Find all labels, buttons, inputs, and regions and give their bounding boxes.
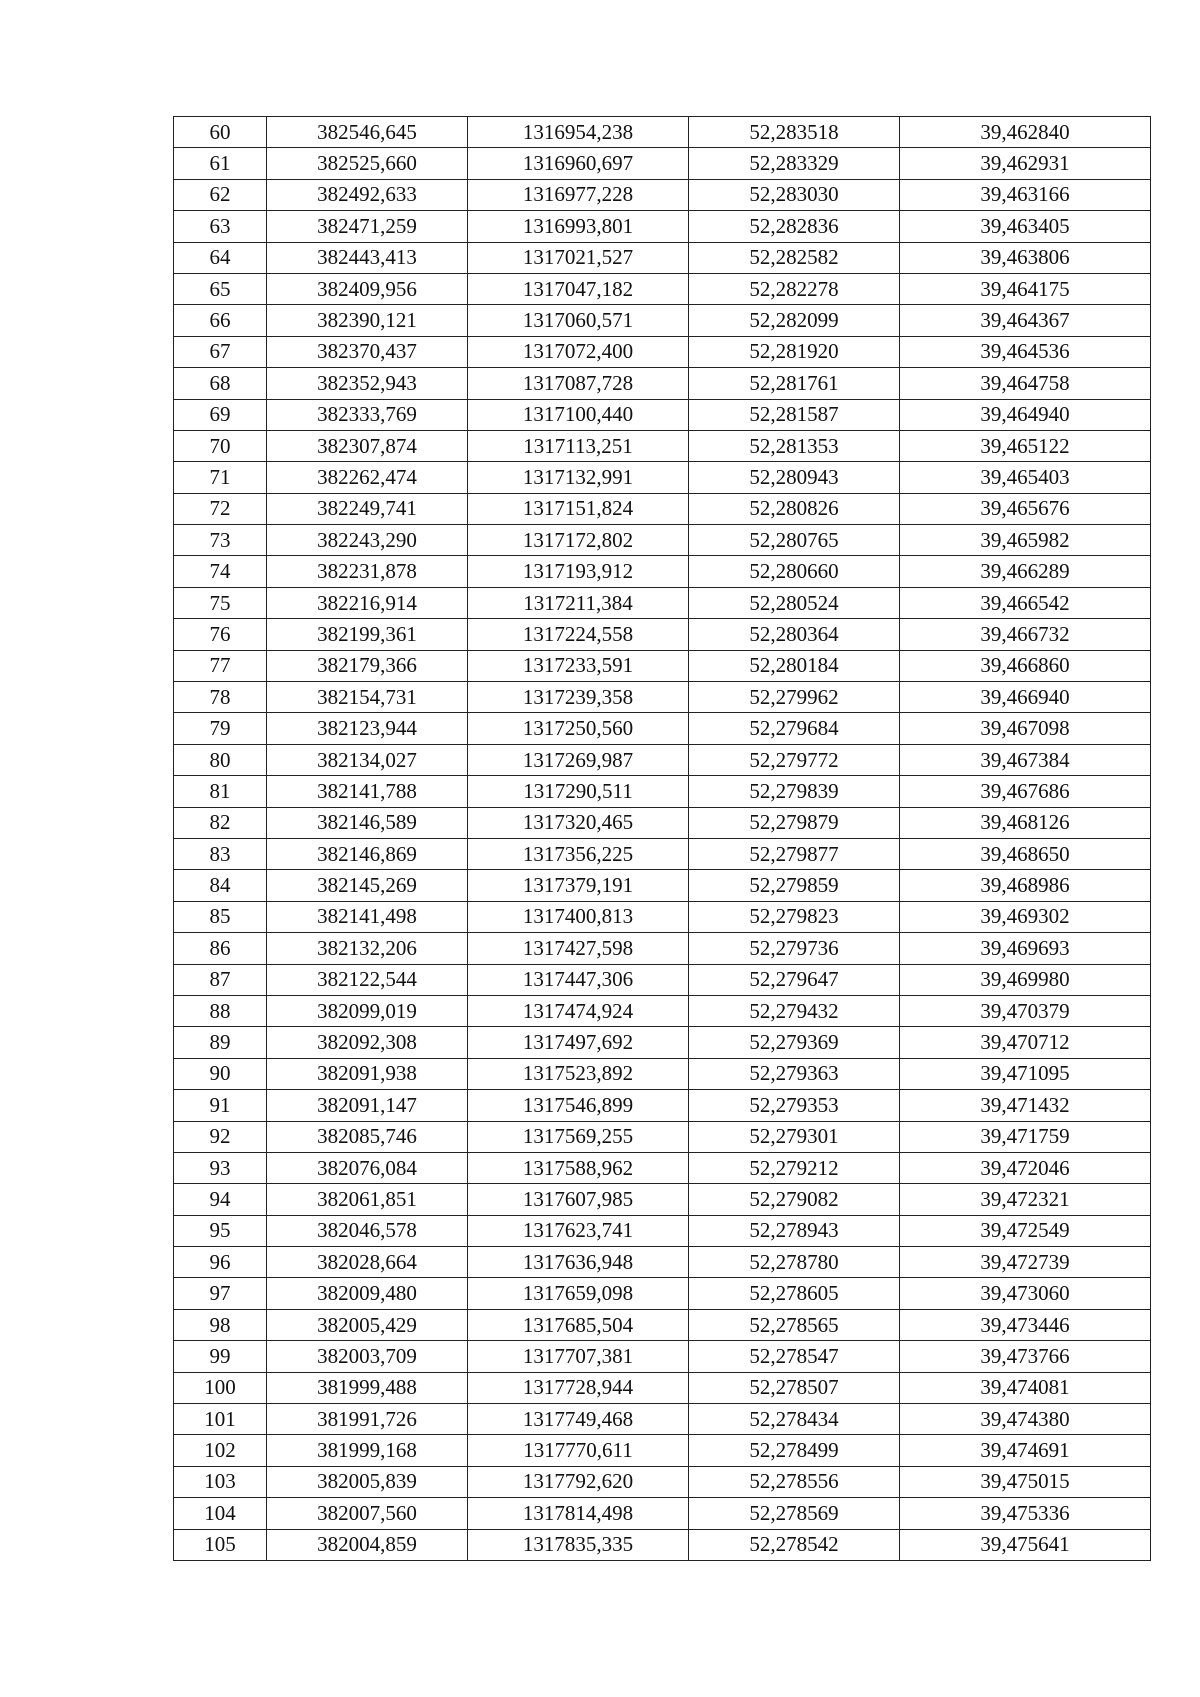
x-coordinate-cell: 382231,878 bbox=[267, 556, 468, 587]
latitude-cell: 52,282099 bbox=[689, 305, 900, 336]
y-coordinate-cell: 1317497,692 bbox=[468, 1027, 689, 1058]
point-number-cell: 84 bbox=[174, 870, 267, 901]
longitude-cell: 39,466860 bbox=[900, 650, 1151, 681]
y-coordinate-cell: 1317087,728 bbox=[468, 368, 689, 399]
x-coordinate-cell: 382262,474 bbox=[267, 462, 468, 493]
point-number-cell: 101 bbox=[174, 1404, 267, 1435]
y-coordinate-cell: 1316993,801 bbox=[468, 211, 689, 242]
point-number-cell: 80 bbox=[174, 744, 267, 775]
longitude-cell: 39,474691 bbox=[900, 1435, 1151, 1466]
point-number-cell: 68 bbox=[174, 368, 267, 399]
x-coordinate-cell: 382145,269 bbox=[267, 870, 468, 901]
point-number-cell: 100 bbox=[174, 1372, 267, 1403]
latitude-cell: 52,278605 bbox=[689, 1278, 900, 1309]
y-coordinate-cell: 1317792,620 bbox=[468, 1466, 689, 1497]
latitude-cell: 52,279363 bbox=[689, 1058, 900, 1089]
longitude-cell: 39,473766 bbox=[900, 1341, 1151, 1372]
latitude-cell: 52,278542 bbox=[689, 1529, 900, 1560]
x-coordinate-cell: 381999,168 bbox=[267, 1435, 468, 1466]
longitude-cell: 39,462931 bbox=[900, 148, 1151, 179]
point-number-cell: 70 bbox=[174, 430, 267, 461]
longitude-cell: 39,475336 bbox=[900, 1498, 1151, 1529]
point-number-cell: 98 bbox=[174, 1309, 267, 1340]
longitude-cell: 39,473060 bbox=[900, 1278, 1151, 1309]
point-number-cell: 78 bbox=[174, 682, 267, 713]
longitude-cell: 39,472739 bbox=[900, 1247, 1151, 1278]
table-row bbox=[174, 1247, 1151, 1278]
latitude-cell: 52,279823 bbox=[689, 901, 900, 932]
x-coordinate-cell: 382443,413 bbox=[267, 242, 468, 273]
x-coordinate-cell: 381991,726 bbox=[267, 1404, 468, 1435]
table-row bbox=[174, 430, 1151, 461]
x-coordinate-cell: 382099,019 bbox=[267, 995, 468, 1026]
y-coordinate-cell: 1317320,465 bbox=[468, 807, 689, 838]
x-coordinate-cell: 382141,498 bbox=[267, 901, 468, 932]
longitude-cell: 39,469302 bbox=[900, 901, 1151, 932]
latitude-cell: 52,278565 bbox=[689, 1309, 900, 1340]
latitude-cell: 52,278507 bbox=[689, 1372, 900, 1403]
point-number-cell: 86 bbox=[174, 933, 267, 964]
x-coordinate-cell: 382003,709 bbox=[267, 1341, 468, 1372]
y-coordinate-cell: 1317835,335 bbox=[468, 1529, 689, 1560]
y-coordinate-cell: 1317814,498 bbox=[468, 1498, 689, 1529]
x-coordinate-cell: 382471,259 bbox=[267, 211, 468, 242]
latitude-cell: 52,279962 bbox=[689, 682, 900, 713]
y-coordinate-cell: 1317113,251 bbox=[468, 430, 689, 461]
point-number-cell: 99 bbox=[174, 1341, 267, 1372]
point-number-cell: 90 bbox=[174, 1058, 267, 1089]
table-row bbox=[174, 807, 1151, 838]
point-number-cell: 92 bbox=[174, 1121, 267, 1152]
latitude-cell: 52,283329 bbox=[689, 148, 900, 179]
y-coordinate-cell: 1317569,255 bbox=[468, 1121, 689, 1152]
y-coordinate-cell: 1317100,440 bbox=[468, 399, 689, 430]
longitude-cell: 39,474380 bbox=[900, 1404, 1151, 1435]
longitude-cell: 39,471095 bbox=[900, 1058, 1151, 1089]
latitude-cell: 52,279736 bbox=[689, 933, 900, 964]
table-row bbox=[174, 1027, 1151, 1058]
latitude-cell: 52,279877 bbox=[689, 838, 900, 869]
longitude-cell: 39,467098 bbox=[900, 713, 1151, 744]
longitude-cell: 39,464536 bbox=[900, 336, 1151, 367]
table-row bbox=[174, 619, 1151, 650]
table-row bbox=[174, 1309, 1151, 1340]
table-row bbox=[174, 1090, 1151, 1121]
x-coordinate-cell: 382009,480 bbox=[267, 1278, 468, 1309]
latitude-cell: 52,282582 bbox=[689, 242, 900, 273]
point-number-cell: 105 bbox=[174, 1529, 267, 1560]
point-number-cell: 74 bbox=[174, 556, 267, 587]
y-coordinate-cell: 1317749,468 bbox=[468, 1404, 689, 1435]
x-coordinate-cell: 382091,147 bbox=[267, 1090, 468, 1121]
longitude-cell: 39,469980 bbox=[900, 964, 1151, 995]
y-coordinate-cell: 1317427,598 bbox=[468, 933, 689, 964]
latitude-cell: 52,281353 bbox=[689, 430, 900, 461]
latitude-cell: 52,279369 bbox=[689, 1027, 900, 1058]
latitude-cell: 52,278780 bbox=[689, 1247, 900, 1278]
longitude-cell: 39,473446 bbox=[900, 1309, 1151, 1340]
table-row bbox=[174, 1435, 1151, 1466]
y-coordinate-cell: 1317607,985 bbox=[468, 1184, 689, 1215]
x-coordinate-cell: 382028,664 bbox=[267, 1247, 468, 1278]
table-row bbox=[174, 901, 1151, 932]
latitude-cell: 52,281920 bbox=[689, 336, 900, 367]
x-coordinate-cell: 382004,859 bbox=[267, 1529, 468, 1560]
longitude-cell: 39,472549 bbox=[900, 1215, 1151, 1246]
y-coordinate-cell: 1317546,899 bbox=[468, 1090, 689, 1121]
longitude-cell: 39,466940 bbox=[900, 682, 1151, 713]
latitude-cell: 52,278556 bbox=[689, 1466, 900, 1497]
longitude-cell: 39,463166 bbox=[900, 179, 1151, 210]
longitude-cell: 39,466732 bbox=[900, 619, 1151, 650]
y-coordinate-cell: 1317269,987 bbox=[468, 744, 689, 775]
x-coordinate-cell: 382390,121 bbox=[267, 305, 468, 336]
x-coordinate-cell: 382092,308 bbox=[267, 1027, 468, 1058]
latitude-cell: 52,279839 bbox=[689, 776, 900, 807]
point-number-cell: 95 bbox=[174, 1215, 267, 1246]
x-coordinate-cell: 382091,938 bbox=[267, 1058, 468, 1089]
table-row bbox=[174, 964, 1151, 995]
x-coordinate-cell: 382409,956 bbox=[267, 273, 468, 304]
x-coordinate-cell: 382122,544 bbox=[267, 964, 468, 995]
table-row bbox=[174, 1215, 1151, 1246]
table-row bbox=[174, 1529, 1151, 1560]
latitude-cell: 52,278499 bbox=[689, 1435, 900, 1466]
longitude-cell: 39,468126 bbox=[900, 807, 1151, 838]
longitude-cell: 39,463405 bbox=[900, 211, 1151, 242]
x-coordinate-cell: 382061,851 bbox=[267, 1184, 468, 1215]
point-number-cell: 103 bbox=[174, 1466, 267, 1497]
x-coordinate-cell: 381999,488 bbox=[267, 1372, 468, 1403]
table-row bbox=[174, 650, 1151, 681]
y-coordinate-cell: 1317021,527 bbox=[468, 242, 689, 273]
x-coordinate-cell: 382134,027 bbox=[267, 744, 468, 775]
table-row bbox=[174, 1466, 1151, 1497]
point-number-cell: 94 bbox=[174, 1184, 267, 1215]
x-coordinate-cell: 382179,366 bbox=[267, 650, 468, 681]
x-coordinate-cell: 382141,788 bbox=[267, 776, 468, 807]
table-row bbox=[174, 336, 1151, 367]
x-coordinate-cell: 382146,589 bbox=[267, 807, 468, 838]
y-coordinate-cell: 1317728,944 bbox=[468, 1372, 689, 1403]
y-coordinate-cell: 1317290,511 bbox=[468, 776, 689, 807]
x-coordinate-cell: 382216,914 bbox=[267, 587, 468, 618]
table-row bbox=[174, 870, 1151, 901]
point-number-cell: 91 bbox=[174, 1090, 267, 1121]
latitude-cell: 52,279082 bbox=[689, 1184, 900, 1215]
longitude-cell: 39,469693 bbox=[900, 933, 1151, 964]
x-coordinate-cell: 382249,741 bbox=[267, 493, 468, 524]
table-row bbox=[174, 368, 1151, 399]
table-row bbox=[174, 713, 1151, 744]
table-row bbox=[174, 587, 1151, 618]
x-coordinate-cell: 382492,633 bbox=[267, 179, 468, 210]
longitude-cell: 39,470712 bbox=[900, 1027, 1151, 1058]
longitude-cell: 39,464758 bbox=[900, 368, 1151, 399]
point-number-cell: 104 bbox=[174, 1498, 267, 1529]
y-coordinate-cell: 1317659,098 bbox=[468, 1278, 689, 1309]
x-coordinate-cell: 382005,839 bbox=[267, 1466, 468, 1497]
table-row bbox=[174, 1341, 1151, 1372]
y-coordinate-cell: 1317060,571 bbox=[468, 305, 689, 336]
point-number-cell: 89 bbox=[174, 1027, 267, 1058]
coordinates-table-body bbox=[174, 117, 1151, 1561]
y-coordinate-cell: 1316960,697 bbox=[468, 148, 689, 179]
point-number-cell: 66 bbox=[174, 305, 267, 336]
longitude-cell: 39,472321 bbox=[900, 1184, 1151, 1215]
point-number-cell: 69 bbox=[174, 399, 267, 430]
table-row bbox=[174, 462, 1151, 493]
y-coordinate-cell: 1317172,802 bbox=[468, 525, 689, 556]
point-number-cell: 64 bbox=[174, 242, 267, 273]
latitude-cell: 52,280765 bbox=[689, 525, 900, 556]
table-row bbox=[174, 1152, 1151, 1183]
y-coordinate-cell: 1317072,400 bbox=[468, 336, 689, 367]
longitude-cell: 39,472046 bbox=[900, 1152, 1151, 1183]
latitude-cell: 52,279647 bbox=[689, 964, 900, 995]
longitude-cell: 39,465122 bbox=[900, 430, 1151, 461]
latitude-cell: 52,278434 bbox=[689, 1404, 900, 1435]
table-row bbox=[174, 242, 1151, 273]
latitude-cell: 52,280943 bbox=[689, 462, 900, 493]
longitude-cell: 39,467686 bbox=[900, 776, 1151, 807]
table-row bbox=[174, 1372, 1151, 1403]
latitude-cell: 52,282836 bbox=[689, 211, 900, 242]
point-number-cell: 81 bbox=[174, 776, 267, 807]
x-coordinate-cell: 382132,206 bbox=[267, 933, 468, 964]
latitude-cell: 52,283030 bbox=[689, 179, 900, 210]
latitude-cell: 52,282278 bbox=[689, 273, 900, 304]
longitude-cell: 39,464940 bbox=[900, 399, 1151, 430]
x-coordinate-cell: 382243,290 bbox=[267, 525, 468, 556]
point-number-cell: 71 bbox=[174, 462, 267, 493]
latitude-cell: 52,283518 bbox=[689, 117, 900, 148]
table-row bbox=[174, 556, 1151, 587]
table-row bbox=[174, 273, 1151, 304]
point-number-cell: 62 bbox=[174, 179, 267, 210]
longitude-cell: 39,475641 bbox=[900, 1529, 1151, 1560]
latitude-cell: 52,279353 bbox=[689, 1090, 900, 1121]
longitude-cell: 39,462840 bbox=[900, 117, 1151, 148]
x-coordinate-cell: 382076,084 bbox=[267, 1152, 468, 1183]
latitude-cell: 52,280184 bbox=[689, 650, 900, 681]
x-coordinate-cell: 382046,578 bbox=[267, 1215, 468, 1246]
longitude-cell: 39,474081 bbox=[900, 1372, 1151, 1403]
table-row bbox=[174, 211, 1151, 242]
latitude-cell: 52,279684 bbox=[689, 713, 900, 744]
y-coordinate-cell: 1316977,228 bbox=[468, 179, 689, 210]
longitude-cell: 39,466542 bbox=[900, 587, 1151, 618]
table-row bbox=[174, 305, 1151, 336]
point-number-cell: 65 bbox=[174, 273, 267, 304]
x-coordinate-cell: 382146,869 bbox=[267, 838, 468, 869]
latitude-cell: 52,281761 bbox=[689, 368, 900, 399]
x-coordinate-cell: 382123,944 bbox=[267, 713, 468, 744]
latitude-cell: 52,280660 bbox=[689, 556, 900, 587]
y-coordinate-cell: 1317707,381 bbox=[468, 1341, 689, 1372]
y-coordinate-cell: 1317193,912 bbox=[468, 556, 689, 587]
point-number-cell: 87 bbox=[174, 964, 267, 995]
table-row bbox=[174, 776, 1151, 807]
point-number-cell: 60 bbox=[174, 117, 267, 148]
y-coordinate-cell: 1317623,741 bbox=[468, 1215, 689, 1246]
point-number-cell: 82 bbox=[174, 807, 267, 838]
y-coordinate-cell: 1317132,991 bbox=[468, 462, 689, 493]
table-row bbox=[174, 682, 1151, 713]
y-coordinate-cell: 1317224,558 bbox=[468, 619, 689, 650]
latitude-cell: 52,278943 bbox=[689, 1215, 900, 1246]
point-number-cell: 85 bbox=[174, 901, 267, 932]
longitude-cell: 39,468650 bbox=[900, 838, 1151, 869]
point-number-cell: 79 bbox=[174, 713, 267, 744]
x-coordinate-cell: 382005,429 bbox=[267, 1309, 468, 1340]
table-row bbox=[174, 933, 1151, 964]
y-coordinate-cell: 1317356,225 bbox=[468, 838, 689, 869]
coordinates-table bbox=[173, 116, 1151, 1561]
y-coordinate-cell: 1317151,824 bbox=[468, 493, 689, 524]
longitude-cell: 39,466289 bbox=[900, 556, 1151, 587]
x-coordinate-cell: 382546,645 bbox=[267, 117, 468, 148]
y-coordinate-cell: 1317770,611 bbox=[468, 1435, 689, 1466]
y-coordinate-cell: 1317400,813 bbox=[468, 901, 689, 932]
longitude-cell: 39,471432 bbox=[900, 1090, 1151, 1121]
x-coordinate-cell: 382370,437 bbox=[267, 336, 468, 367]
latitude-cell: 52,280364 bbox=[689, 619, 900, 650]
latitude-cell: 52,279772 bbox=[689, 744, 900, 775]
point-number-cell: 73 bbox=[174, 525, 267, 556]
point-number-cell: 76 bbox=[174, 619, 267, 650]
point-number-cell: 97 bbox=[174, 1278, 267, 1309]
table-row bbox=[174, 838, 1151, 869]
longitude-cell: 39,464175 bbox=[900, 273, 1151, 304]
point-number-cell: 83 bbox=[174, 838, 267, 869]
x-coordinate-cell: 382007,560 bbox=[267, 1498, 468, 1529]
y-coordinate-cell: 1317685,504 bbox=[468, 1309, 689, 1340]
table-row bbox=[174, 1404, 1151, 1435]
y-coordinate-cell: 1317233,591 bbox=[468, 650, 689, 681]
table-row bbox=[174, 744, 1151, 775]
y-coordinate-cell: 1316954,238 bbox=[468, 117, 689, 148]
latitude-cell: 52,279212 bbox=[689, 1152, 900, 1183]
latitude-cell: 52,279301 bbox=[689, 1121, 900, 1152]
table-row bbox=[174, 117, 1151, 148]
point-number-cell: 61 bbox=[174, 148, 267, 179]
point-number-cell: 88 bbox=[174, 995, 267, 1026]
longitude-cell: 39,464367 bbox=[900, 305, 1151, 336]
point-number-cell: 77 bbox=[174, 650, 267, 681]
longitude-cell: 39,475015 bbox=[900, 1466, 1151, 1497]
point-number-cell: 67 bbox=[174, 336, 267, 367]
point-number-cell: 63 bbox=[174, 211, 267, 242]
point-number-cell: 96 bbox=[174, 1247, 267, 1278]
table-row bbox=[174, 1058, 1151, 1089]
latitude-cell: 52,278547 bbox=[689, 1341, 900, 1372]
y-coordinate-cell: 1317047,182 bbox=[468, 273, 689, 304]
point-number-cell: 75 bbox=[174, 587, 267, 618]
y-coordinate-cell: 1317523,892 bbox=[468, 1058, 689, 1089]
table-row bbox=[174, 399, 1151, 430]
x-coordinate-cell: 382199,361 bbox=[267, 619, 468, 650]
point-number-cell: 72 bbox=[174, 493, 267, 524]
latitude-cell: 52,279432 bbox=[689, 995, 900, 1026]
longitude-cell: 39,465982 bbox=[900, 525, 1151, 556]
longitude-cell: 39,468986 bbox=[900, 870, 1151, 901]
longitude-cell: 39,467384 bbox=[900, 744, 1151, 775]
table-row bbox=[174, 525, 1151, 556]
x-coordinate-cell: 382525,660 bbox=[267, 148, 468, 179]
x-coordinate-cell: 382333,769 bbox=[267, 399, 468, 430]
table-row bbox=[174, 1184, 1151, 1215]
point-number-cell: 93 bbox=[174, 1152, 267, 1183]
table-row bbox=[174, 1278, 1151, 1309]
point-number-cell: 102 bbox=[174, 1435, 267, 1466]
table-row bbox=[174, 179, 1151, 210]
table-row bbox=[174, 493, 1151, 524]
y-coordinate-cell: 1317250,560 bbox=[468, 713, 689, 744]
y-coordinate-cell: 1317636,948 bbox=[468, 1247, 689, 1278]
longitude-cell: 39,465403 bbox=[900, 462, 1151, 493]
latitude-cell: 52,280524 bbox=[689, 587, 900, 618]
y-coordinate-cell: 1317447,306 bbox=[468, 964, 689, 995]
table-row bbox=[174, 995, 1151, 1026]
longitude-cell: 39,471759 bbox=[900, 1121, 1151, 1152]
longitude-cell: 39,465676 bbox=[900, 493, 1151, 524]
x-coordinate-cell: 382154,731 bbox=[267, 682, 468, 713]
y-coordinate-cell: 1317588,962 bbox=[468, 1152, 689, 1183]
longitude-cell: 39,463806 bbox=[900, 242, 1151, 273]
table-row bbox=[174, 1498, 1151, 1529]
y-coordinate-cell: 1317239,358 bbox=[468, 682, 689, 713]
x-coordinate-cell: 382085,746 bbox=[267, 1121, 468, 1152]
table-row bbox=[174, 148, 1151, 179]
y-coordinate-cell: 1317379,191 bbox=[468, 870, 689, 901]
x-coordinate-cell: 382307,874 bbox=[267, 430, 468, 461]
latitude-cell: 52,281587 bbox=[689, 399, 900, 430]
longitude-cell: 39,470379 bbox=[900, 995, 1151, 1026]
latitude-cell: 52,280826 bbox=[689, 493, 900, 524]
latitude-cell: 52,278569 bbox=[689, 1498, 900, 1529]
y-coordinate-cell: 1317211,384 bbox=[468, 587, 689, 618]
latitude-cell: 52,279859 bbox=[689, 870, 900, 901]
latitude-cell: 52,279879 bbox=[689, 807, 900, 838]
y-coordinate-cell: 1317474,924 bbox=[468, 995, 689, 1026]
table-row bbox=[174, 1121, 1151, 1152]
x-coordinate-cell: 382352,943 bbox=[267, 368, 468, 399]
